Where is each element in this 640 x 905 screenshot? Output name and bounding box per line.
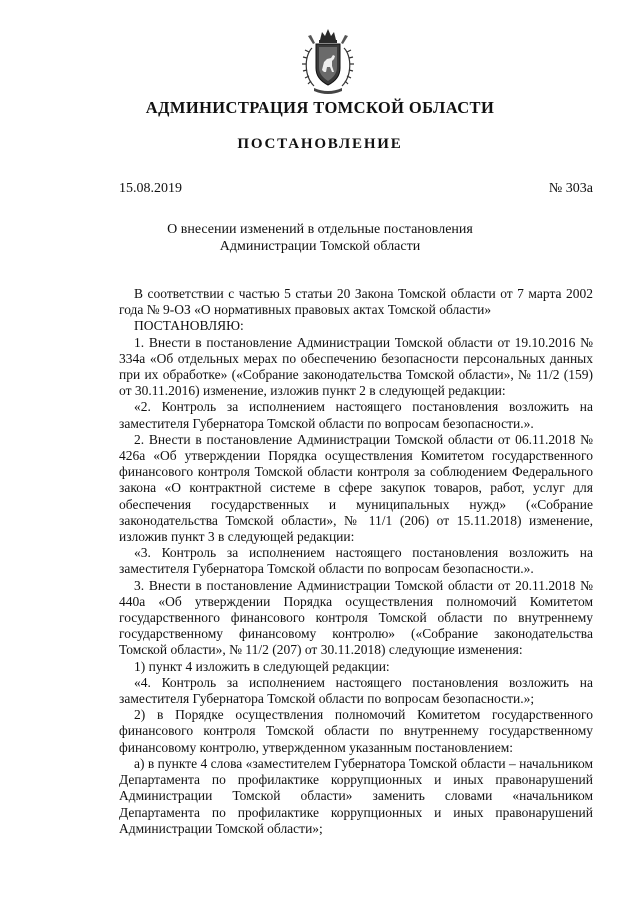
paragraph-subitem-2: 2) в Порядке осуществления полномочий Комитетом государственного финансового контроля Томской области по внутреннему государственному финансовому контролю, утвержденном указанным постановлением: <box>119 707 593 755</box>
paragraph-item-2: 2. Внести в постановление Администрации Томской области от 06.11.2018 № 426а «Об утверждении Порядка осуществления Комитетом государственного финансового контроля Томской области контроля за соблюдением Федерального закона «О контрактной системе в сфере закупок товаров, работ, услуг для обеспечения государственных и муниципальных нужд» («Собрание законодательства Томской области», № 11/1 (206) от 15.11.2018) изменение, изложив пункт 3 в следующей редакции: <box>119 431 593 545</box>
organization-title: АДМИНИСТРАЦИЯ ТОМСКОЙ ОБЛАСТИ <box>145 98 495 117</box>
paragraph-subitem-1: 1) пункт 4 изложить в следующей редакции: <box>134 658 390 674</box>
paragraph-subitem-a: а) в пункте 4 слова «заместителем Губернатора Томской области – начальником Департамента по профилактике коррупционных и иных правонарушений Администрации Томской области» заменить словами «начальником Департамента по профилактике коррупционных и иных правонарушений Администрации Томской области»; <box>119 755 593 836</box>
document-meta-row <box>119 181 593 197</box>
subject-line-1: О внесении изменений в отдельные постановления <box>167 222 473 237</box>
coat-of-arms-icon <box>298 26 358 96</box>
paragraph-quote-2: «2. Контроль за исполнением настоящего постановления возложить на заместителя Губернатора Томской области по вопросам безопасности.». <box>119 399 593 431</box>
document-number: № 303а <box>548 181 593 196</box>
paragraph-resolve: ПОСТАНОВЛЯЮ: <box>134 318 244 334</box>
document-subject <box>0 221 640 255</box>
document-date: 15.08.2019 <box>119 181 182 196</box>
paragraph-item-3: 3. Внести в постановление Администрации Томской области от 20.11.2018 № 440а «Об утверждении Порядка осуществления полномочий Комитетом государственного финансового контроля Томской области по внутреннему государственному финансовому контролю» («Собрание законодательства Томской области», № 11/2 (207) от 30.11.2018) следующие изменения: <box>119 577 593 658</box>
paragraph-preamble: В соответствии с частью 5 статьи 20 Закона Томской области от 7 марта 2002 года № 9-ОЗ «О нормативных правовых актах Томской области» <box>119 286 593 318</box>
paragraph-quote-3: «3. Контроль за исполнением настоящего постановления возложить на заместителя Губернатора Томской области по вопросам безопасности.». <box>119 545 593 577</box>
paragraph-quote-4: «4. Контроль за исполнением настоящего постановления возложить на заместителя Губернатора Томской области по вопросам безопасности.»; <box>119 674 593 707</box>
paragraph-item-1: 1. Внести в постановление Администрации Томской области от 19.10.2016 № 334а «Об отдельных мерах по обеспечению безопасности персональных данных при их обработке» («Собрание законодательства Томской области», № 11/2 (159) от 30.11.2016) изменение, изложив пункт 2 в следующей редакции: <box>119 334 593 399</box>
document-type-title: ПОСТАНОВЛЕНИЕ <box>237 136 403 152</box>
document-body <box>119 286 593 837</box>
subject-line-2: Администрации Томской области <box>219 239 421 254</box>
